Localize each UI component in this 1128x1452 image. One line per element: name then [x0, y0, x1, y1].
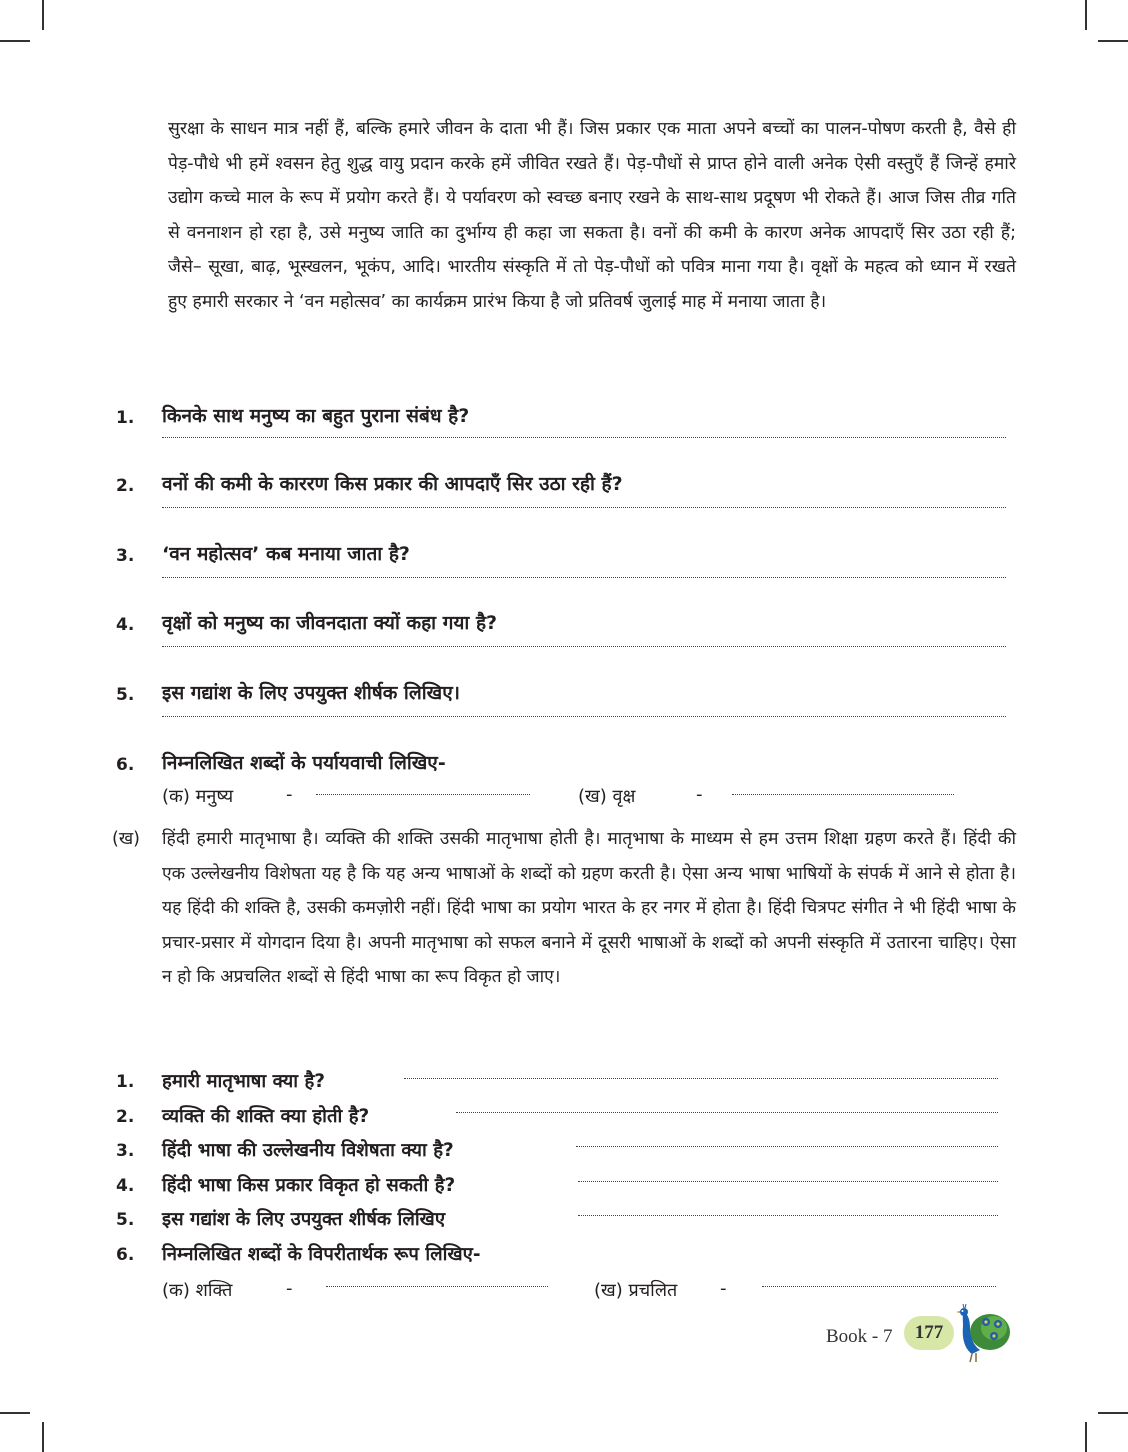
crop-mark	[42, 1422, 44, 1452]
question-text: ‘वन महोत्सव’ कब मनाया जाता है?	[162, 543, 410, 565]
answer-line[interactable]	[162, 646, 1006, 647]
passage-2-text: हिंदी हमारी मातृभाषा है। व्यक्ति की शक्ति उसकी मातृभाषा होती है। मातृभाषा के माध्यम से हम उत्तम शिक्षा ग्रहण करते हैं। हिंदी की एक उल्लेखनीय विशेषता यह है कि यह अन्य भाषाओं के शब्दों को ग्रहण करती है। ऐसा अन्य भाषा भाषियों के संपर्क में आने से होता है। यह हिंदी की शक्ति है, उसकी कमज़ोरी नहीं। हिंदी भाषा का प्रयोग भारत के हर नगर में होता है। हिंदी चित्रपट संगीत ने भी हिंदी भाषा के प्रचार-प्रसार में योगदान दिया है। अपनी मातृभाषा को सफल बनाने में दूसरी भाषाओं के शब्दों को अपनी संस्कृति में उतारना चाहिए। ऐसा न हो कि अप्रचलित शब्दों से हिंदी भाषा का रूप विकृत हो जाए।	[162, 829, 1016, 987]
crop-mark	[1085, 1422, 1087, 1452]
question-text: व्यक्ति की शक्ति क्या होती है?	[162, 1106, 370, 1127]
question-text: निम्नलिखित शब्दों के पर्यायवाची लिखिए-	[162, 752, 446, 774]
question-text: हिंदी भाषा किस प्रकार विकृत हो सकती है?	[162, 1175, 456, 1196]
passage-2-label: (ख)	[112, 829, 140, 849]
question-text: इस गद्यांश के लिए उपयुक्त शीर्षक लिखिए।	[162, 682, 460, 704]
question-text: हमारी मातृभाषा क्या है?	[162, 1071, 326, 1092]
antonym-b-dash: -	[720, 1278, 727, 1299]
synonym-a-label: (क) मनुष्य	[162, 786, 234, 807]
crop-mark	[1098, 1412, 1128, 1414]
antonym-b-label: (ख) प्रचलित	[594, 1280, 678, 1301]
answer-line[interactable]	[578, 1181, 998, 1182]
question-number: 4.	[116, 1176, 135, 1196]
question-text: किनके साथ मनुष्य का बहुत पुराना संबंध है?	[162, 405, 470, 427]
question-text: हिंदी भाषा की उल्लेखनीय विशेषता क्या है?	[162, 1140, 454, 1161]
synonym-a-dash: -	[286, 784, 293, 805]
answer-line[interactable]	[162, 716, 1006, 717]
question-number: 4.	[116, 615, 135, 635]
answer-line[interactable]	[456, 1112, 998, 1113]
passage-1-text: सुरक्षा के साधन मात्र नहीं हैं, बल्कि हमारे जीवन के दाता भी हैं। जिस प्रकार एक माता अपने बच्चों का पालन-पोषण करती है, वैसे ही पेड़-पौधे भी हमें श्वसन हेतु शुद्ध वायु प्रदान करके हमें जीवित रखते हैं। पेड़-पौधों से प्राप्त होने वाली अनेक ऐसी वस्तुएँ हैं जिन्हें हमारे उद्योग कच्चे माल के रूप में प्रयोग करते हैं। ये पर्यावरण को स्वच्छ बनाए रखने के साथ-साथ प्रदूषण भी रोकते हैं। आज जिस तीव्र गति से वननाशन हो रहा है, उसे मनुष्य जाति का दुर्भाग्य ही कहा जा सकता है। वनों की कमी के कारण अनेक आपदाएँ सिर उठा रही हैं; जैसे– सूखा, बाढ़, भूस्खलन, भूकंप, आदि। भारतीय संस्कृति में तो पेड़-पौधों को पवित्र माना गया है। वृक्षों के महत्व को ध्यान में रखते हुए हमारी सरकार ने ‘वन महोत्सव’ का कार्यक्रम प्रारंभ किया है जो प्रतिवर्ष जुलाई माह में मनाया जाता है।	[168, 119, 1016, 312]
answer-line[interactable]	[316, 794, 530, 795]
synonym-b-dash: -	[696, 784, 703, 805]
question-text: वनों की कमी के काररण किस प्रकार की आपदाएँ सिर उठा रही हैं?	[162, 473, 623, 495]
passage-2	[162, 822, 1016, 995]
antonym-a-dash: -	[286, 1278, 293, 1299]
crop-mark	[0, 1412, 30, 1414]
question-number: 2.	[116, 476, 135, 496]
answer-line[interactable]	[162, 507, 1006, 508]
answer-line[interactable]	[578, 1215, 998, 1216]
question-number: 5.	[116, 685, 135, 705]
answer-line[interactable]	[326, 1286, 548, 1287]
question-number: 1.	[116, 408, 135, 428]
crop-mark	[42, 0, 44, 30]
book-label: Book - 7	[826, 1326, 893, 1347]
page-number: 177	[904, 1316, 954, 1350]
question-text: वृक्षों को मनुष्य का जीवनदाता क्यों कहा गया है?	[162, 612, 498, 634]
question-number: 6.	[116, 755, 135, 775]
question-number: 3.	[116, 1141, 135, 1161]
question-number: 5.	[116, 1210, 135, 1230]
question-number: 6.	[116, 1245, 135, 1265]
antonym-a-label: (क) शक्ति	[162, 1280, 233, 1301]
answer-line[interactable]	[732, 794, 954, 795]
answer-line[interactable]	[162, 437, 1006, 438]
answer-line[interactable]	[576, 1146, 998, 1147]
passage-1	[168, 112, 1016, 319]
answer-line[interactable]	[162, 577, 1006, 578]
question-text: निम्नलिखित शब्दों के विपरीतार्थक रूप लिखिए-	[162, 1244, 481, 1265]
question-text: इस गद्यांश के लिए उपयुक्त शीर्षक लिखिए	[162, 1209, 446, 1230]
crop-mark	[1098, 40, 1128, 42]
question-number: 1.	[116, 1072, 135, 1092]
question-number: 3.	[116, 546, 135, 566]
crop-mark	[0, 40, 30, 42]
answer-line[interactable]	[762, 1286, 996, 1287]
crop-mark	[1085, 0, 1087, 30]
answer-line[interactable]	[404, 1078, 998, 1079]
synonym-b-label: (ख) वृक्ष	[578, 786, 636, 807]
question-number: 2.	[116, 1107, 135, 1127]
peacock-icon	[950, 1302, 1012, 1364]
